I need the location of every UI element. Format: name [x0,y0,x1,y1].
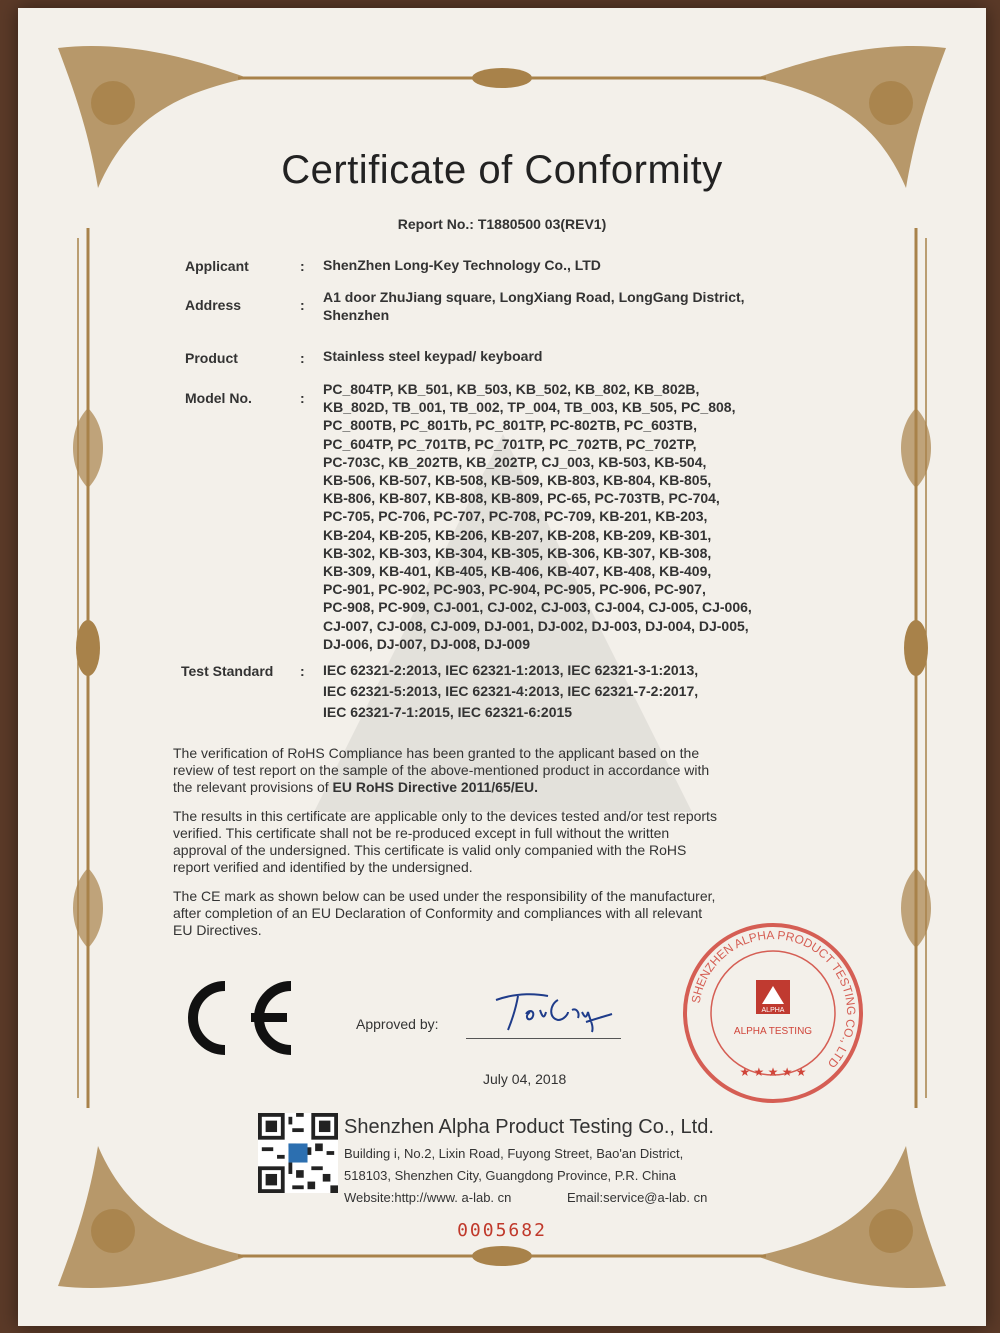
model-line: KB-806, KB-807, KB-808, KB-809, PC-65, PC-703TB, PC-704, [323,490,720,507]
product-value: Stainless steel keypad/ keyboard [323,348,543,364]
model-line: KB-302, KB-303, KB-304, KB-305, KB-306, KB-307, KB-308, [323,544,712,561]
model-line: PC-705, PC-706, PC-707, PC-708, PC-709, KB-201, KB-203, [323,508,708,525]
serial-number: 0005682 [457,1220,547,1241]
colon: : [300,350,305,366]
model-line: KB_802D, TB_001, TB_002, TP_004, TB_003, KB_505, PC_808, [323,399,736,416]
model-line: CJ-007, CJ-008, CJ-009, DJ-001, DJ-002, DJ-003, DJ-004, DJ-005, [323,617,749,634]
colon: : [300,390,305,406]
paragraph-line: report verified and identified by the undersigned. [173,859,473,875]
model-line: DJ-006, DJ-007, DJ-008, DJ-009 [323,635,531,652]
certificate-paper [18,8,986,1326]
company-stamp [678,918,868,1108]
paragraph-line: The verification of RoHS Compliance has been granted to the applicant based on the [173,745,700,761]
svg-text:SHENZHEN ALPHA PRODUCT TESTING: SHENZHEN ALPHA PRODUCT TESTING CO., LTD [688,927,859,1071]
model-line: PC_804TP, KB_501, KB_503, KB_502, KB_802, KB_802B, [323,381,700,397]
colon: : [300,258,305,274]
directive-text: EU RoHS Directive 2011/65/EU. [332,779,538,795]
paragraph-line: review of test report on the sample of the above-mentioned product in accordance with [173,762,710,778]
standard-line: IEC 62321-5:2013, IEC 62321-4:2013, IEC 62321-7-2:2017, [323,683,699,699]
address-line: Shenzhen [323,307,390,323]
paragraph-line: The results in this certificate are applicable only to the devices tested and/or test reports [173,808,717,824]
qr-code [258,1113,338,1193]
rohs-paragraph [173,745,823,796]
svg-text:ALPHA TESTING: ALPHA TESTING [733,1026,813,1037]
model-line: PC-901, PC-902, PC-903, PC-904, PC-905, PC-906, PC-907, [323,581,706,598]
model-line: PC-908, PC-909, CJ-001, CJ-002, CJ-003, CJ-004, CJ-005, CJ-006, [323,599,752,616]
ce-mark [173,978,303,1058]
model-line: KB-506, KB-507, KB-508, KB-509, KB-803, KB-804, KB-805, [323,472,712,489]
model-line: PC-703C, KB_202TB, KB_202TP, CJ_003, KB-503, KB-504, [323,453,707,470]
approval-date: July 04, 2018 [483,1071,567,1087]
product-label: Product [185,350,238,366]
certificate-title: Certificate of Conformity [281,148,723,192]
address-line: A1 door ZhuJiang square, LongXiang Road, LongGang District, [323,289,745,305]
paragraph-line: EU Directives. [173,922,262,938]
paragraph-line: after completion of an EU Declaration of Conformity and compliances with all relevant [173,905,703,921]
signature [488,986,618,1034]
colon: : [300,297,305,313]
footer-email: Email:service@a-lab. cn [567,1190,708,1205]
paragraph-line: The CE mark as shown below can be used under the responsibility of the manufacturer, [173,888,716,904]
model-label: Model No. [185,390,252,406]
footer-address-line: 518103, Shenzhen City, Guangdong Province, P.R. China [344,1168,676,1183]
model-line: PC_604TP, PC_701TB, PC_701TP, PC_702TB, PC_702TP, [323,435,697,452]
paragraph-line [173,779,823,796]
footer-address-line: Building i, No.2, Lixin Road, Fuyong Street, Bao'an District, [344,1146,684,1161]
report-number: Report No.: T1880500 03(REV1) [397,216,607,232]
validity-paragraph [173,808,823,876]
model-list [323,380,823,653]
address-label: Address [185,297,242,313]
address-value [323,288,823,324]
standard-line: IEC 62321-2:2013, IEC 62321-1:2013, IEC 62321-3-1:2013, [323,662,699,678]
signature-line [466,1038,621,1039]
standard-list [323,660,823,723]
paragraph-text: the relevant provisions of [173,779,333,795]
svg-text:★ ★ ★ ★ ★: ★ ★ ★ ★ ★ [739,1065,807,1079]
model-line: KB-309, KB-401, KB-405, KB-406, KB-407, KB-408, KB-409, [323,563,712,580]
paragraph-line: verified. This certificate shall not be re-produced except in full without the written [173,825,670,841]
model-line: PC_800TB, PC_801Tb, PC_801TP, PC-802TB, PC_603TB, [323,417,698,434]
applicant-label: Applicant [185,258,249,274]
applicant-value: ShenZhen Long-Key Technology Co., LTD [323,257,601,273]
paragraph-line: approval of the undersigned. This certificate is valid only companied with the RoHS [173,842,687,858]
colon: : [300,663,305,679]
approved-by-label: Approved by: [356,1016,439,1032]
footer-website: Website:http://www. a-lab. cn [344,1190,512,1205]
standard-line: IEC 62321-7-1:2015, IEC 62321-6:2015 [323,704,573,720]
model-line: KB-204, KB-205, KB-206, KB-207, KB-208, KB-209, KB-301, [323,526,712,543]
footer-company-name: Shenzhen Alpha Product Testing Co., Ltd. [344,1116,714,1138]
svg-text:ALPHA: ALPHA [761,1007,785,1014]
standard-label: Test Standard [181,663,274,679]
